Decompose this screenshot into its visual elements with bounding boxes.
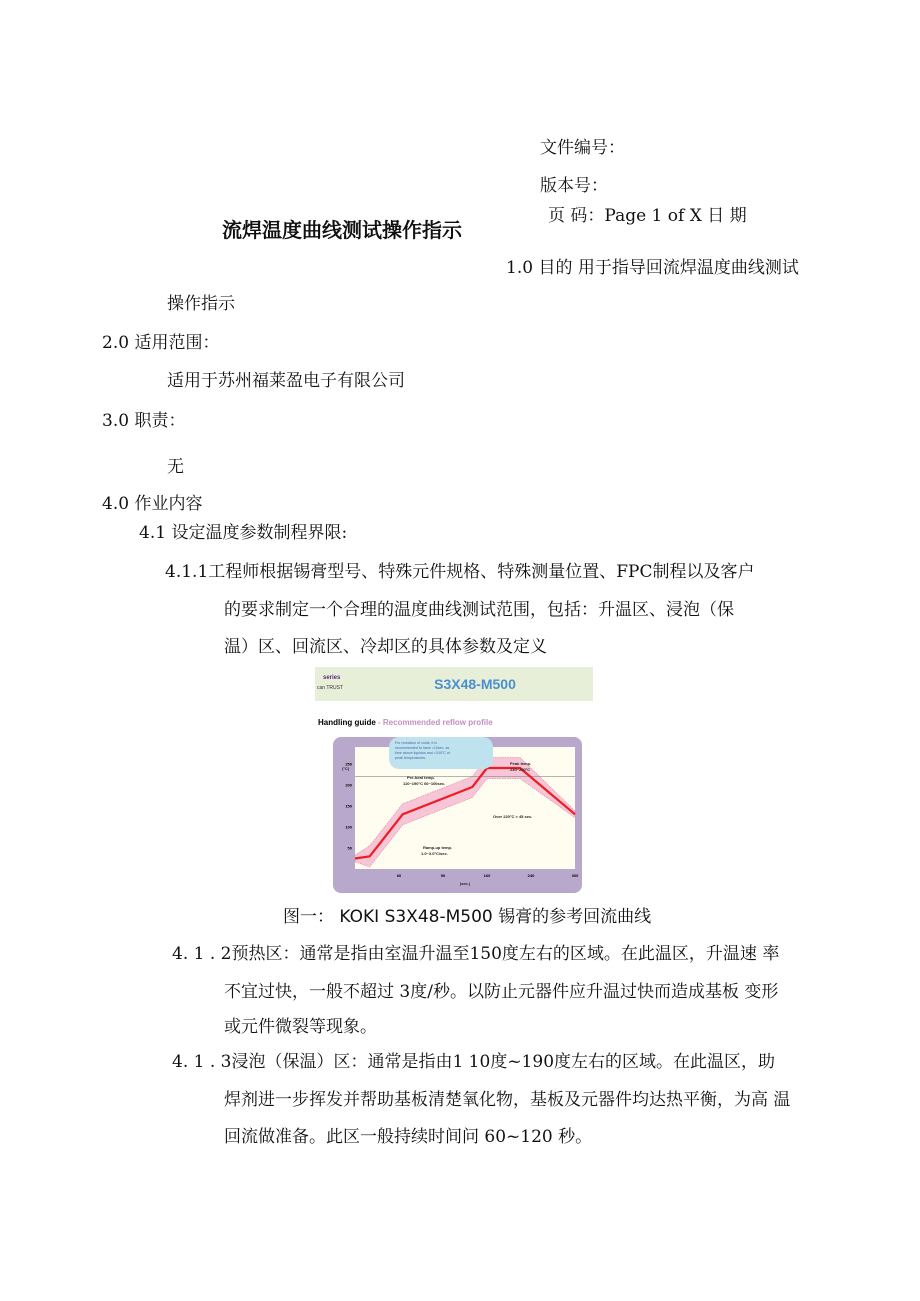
reflow-profile-figure [315, 667, 593, 895]
section-4-heading: 4.0 作业内容 [102, 494, 203, 514]
y-axis-label: (°C) [342, 766, 350, 771]
section-4-1-3-line3: 回流做准备。此区一般持续时间问 60~120 秒。 [224, 1127, 593, 1147]
y-tick-label: 250 [345, 761, 352, 767]
y-tick-label: 50 [347, 845, 352, 851]
x-tick-label: 60 [396, 873, 402, 878]
note-line: peak temperatures. [395, 756, 426, 760]
banner-title: S3X48-M500 [434, 676, 516, 692]
figure-caption: 图一： KOKI S3X48-M500 锡膏的参考回流曲线 [283, 907, 652, 927]
rampup-range: 1.0~3.0°C/sec. [421, 851, 448, 856]
section-1-line2: 操作指示 [167, 294, 235, 314]
document-title: 流焊温度曲线测试操作指示 [222, 218, 462, 242]
section-4-1-3-line1: 4. 1 . 3浸泡（保温）区：通常是指由1 10度~190度左右的区域。在此温区，助 [172, 1052, 776, 1072]
section-4-1-1-line3: 温）区、回流区、冷却区的具体参数及定义 [224, 637, 547, 657]
page-info: 页 码：Page 1 of X 日 期 [548, 206, 747, 226]
banner-trust: can TRUST [317, 685, 344, 691]
peak-range: 230~250°C [510, 767, 531, 772]
x-tick-label: 240 [527, 873, 535, 878]
note-line: recommended to have >10sec. as [395, 746, 450, 750]
section-4-1-3-line2: 焊剂进一步挥发并帮助基板清楚氧化物，基板及元器件均达热平衡，为高 温 [224, 1090, 791, 1110]
section-4-1-1-line2: 的要求制定一个合理的温度曲线测试范围，包括：升温区、浸泡（保 [224, 600, 734, 620]
section-4-1-2-line2: 不宜过快，一般不超过 3度/秒。以防止元器件应升温过快而造成基板 变形 [224, 982, 779, 1002]
x-axis-label: (sec.) [459, 881, 471, 886]
section-1-line1: 1.0 目的 用于指导回流焊温度曲线测试 [506, 258, 799, 278]
y-tick-label: 150 [345, 803, 352, 809]
y-tick-label: 200 [345, 782, 352, 788]
preheat-range: 110~190°C 60~100sec. [403, 781, 446, 786]
chart-title: Handling guide - Recommended reflow profile [318, 718, 493, 727]
note-line: time above liquidus and >240°C of [395, 751, 450, 755]
version-label: 版本号： [540, 176, 608, 196]
x-tick-label: 160 [483, 873, 491, 878]
banner-series: series [323, 675, 341, 681]
section-4-1-2-line1: 4. 1 . 2预热区：通常是指由室温升温至150度左右的区域。在此温区，升温速 率 [172, 944, 780, 964]
section-3-heading: 3.0 职责： [102, 411, 186, 431]
x-tick-label: 90 [440, 873, 446, 878]
section-4-1-2-line3: 或元件微裂等现象。 [224, 1017, 377, 1037]
over-label: Over 220°C > 45 sec. [493, 814, 533, 819]
section-4-1-1-line1: 4.1.1工程师根据锡膏型号、特殊元件规格、特殊测量位置、FPC制程以及客户 [165, 562, 755, 582]
doc-number-label: 文件编号： [540, 138, 625, 158]
y-tick-label: 100 [345, 824, 352, 830]
note-line: For reduction of voids, it is [395, 741, 437, 745]
section-2-heading: 2.0 适用范围： [102, 333, 220, 353]
peak-label: Peak temp. [510, 761, 532, 766]
rampup-label: Ramp-up temp. [423, 845, 453, 850]
section-2-body: 适用于苏州福莱盈电子有限公司 [167, 371, 405, 391]
preheat-label: Pre-heat temp. [407, 775, 435, 780]
section-3-body: 无 [167, 457, 184, 477]
x-tick-label: 300 [571, 873, 579, 878]
section-4-1: 4.1 设定温度参数制程界限: [139, 523, 348, 543]
